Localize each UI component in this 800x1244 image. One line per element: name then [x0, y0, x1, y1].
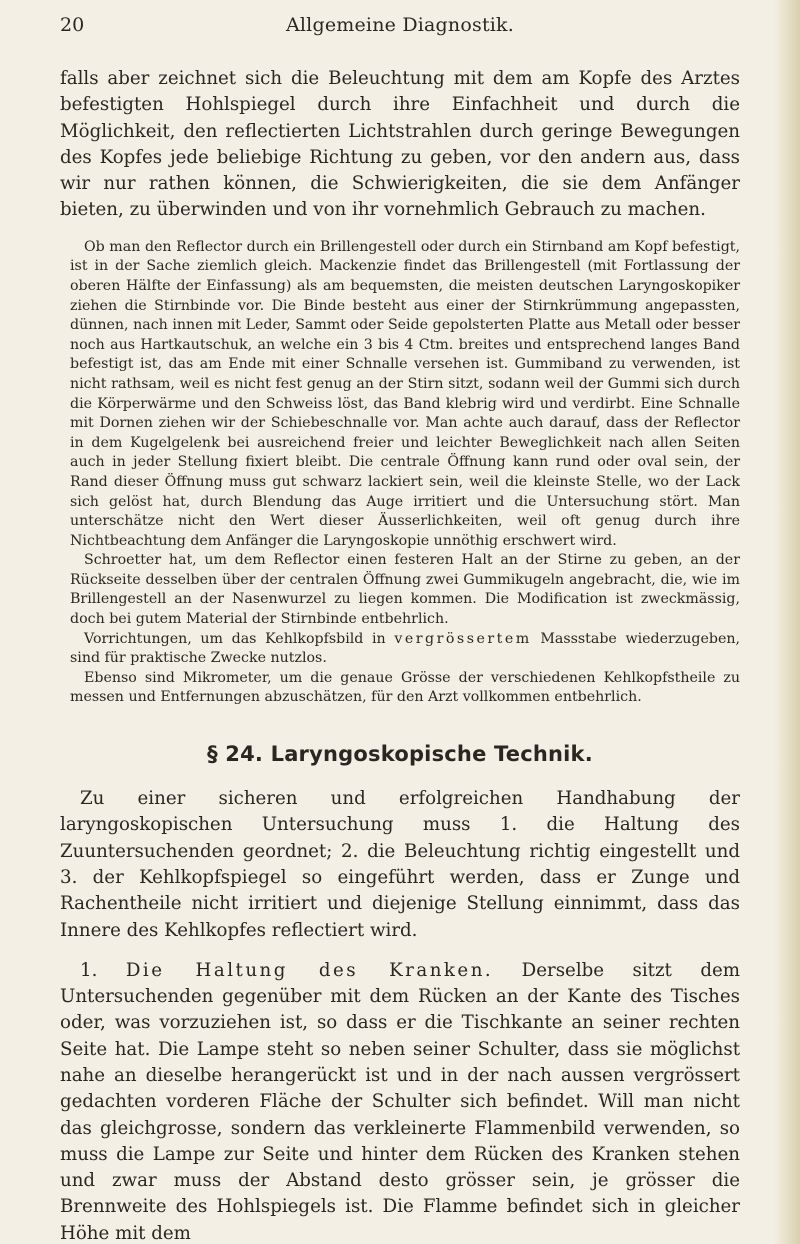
page-header — [60, 14, 740, 44]
point-one-heading: Die Haltung des Kranken. — [125, 959, 494, 981]
magnification-emphasis: vergrössertem — [394, 630, 532, 647]
point-one-text: Derselbe sitzt dem Untersuchenden gegenüber mit dem Rücken an der Kante des Tisches oder, was vorzuziehen ist, so dass er die Tischkante an seiner rechten Seite hat. Die Lampe steht so neben seiner Schulter, dass sie möglichst nahe an dieselbe herangerückt ist und in der nach aussen vergrössert gedachten vorderen Fläche der Schulter sich befindet. Will man nicht das gleichgrosse, sondern das verkleinerte Flammenbild verwenden, so muss die Lampe zur Seite und hinter dem Rücken des Kranken stehen und zwar muss der Abstand desto grösser sein, je grösser die Brennweite des Hohlspiegels ist. Die Flamme befindet sich in gleicher Höhe mit dem — [60, 959, 740, 1244]
page-edge-shadow — [774, 0, 800, 1244]
point-one-paragraph — [60, 958, 740, 1244]
small-paragraph-reflector: Ob man den Reflector durch ein Brillengestell oder durch ein Stirnband am Kopf befestigt, ist in der Sache ziemlich gleich. Mackenzie findet das Brillengestell (mit Fortlassung der oberen Hälfte der Einfassung) als am bequemsten, die meisten deutschen Laryngoskopiker ziehen die Stirnbinde vor. Die Binde besteht aus einer der Stirnkrümmung angepassten, dünnen, nach innen mit Leder, Sammt oder Seide gepolsterten Platte aus Metall oder besser noch aus Hartkautschuk, an welche ein 3 bis 4 Ctm. breites und entsprechend langes Band befestigt ist, das am Ende mit einer Schnalle versehen ist. Gummiband zu verwenden, ist nicht rathsam, weil es nicht fest genug an der Stirn sitzt, sodann weil der Gummi sich durch die Körperwärme und den Schweiss löst, das Band klebrig wird und verdirbt. Eine Schnalle mit Dornen ziehen wir der Schiebeschnalle vor. Man achte auch darauf, dass der Reflector in dem Kugelgelenk bei ausreichend freier und leichter Beweglichkeit nach allen Seiten auch in jeder Stellung fixiert bleibt. Die centrale Öffnung kann rund oder oval sein, der Rand dieser Öffnung muss gut schwarz lackiert sein, weil die kleinste Stelle, wo der Lack sich gelöst hat, durch Blendung das Auge irritiert und die Untersuchung stört. Man unterschätze nicht den Wert dieser Äusserlichkeiten, weil oft genug durch ihre Nichtbeachtung dem Anfänger die Laryngoskopie unnöthig erschwert wird. — [70, 238, 740, 549]
small-paragraph-micrometer: Ebenso sind Mikrometer, um die genaue Grösse der verschiedenen Kehlkopfstheile zu messen und Entfernungen abzuschätzen, für den Arzt vollkommen entbehrlich. — [70, 669, 740, 706]
small-print-block — [60, 238, 740, 708]
section-number: § 24. — [207, 742, 264, 767]
page-body — [60, 66, 740, 1244]
intro-paragraph: falls aber zeichnet sich die Beleuchtung mit dem am Kopfe des Arztes befestigten Hohlspiegel durch ihre Einfachheit und durch die Möglichkeit, den reflectierten Lichtstrahlen durch geringe Bewegungen des Kopfes jede beliebige Richtung zu geben, vor den andern aus, dass wir nur rathen können, die Schwierigkeiten, die sie dem Anfänger bieten, zu überwinden und von ihr vornehmlich Gebrauch zu machen. — [60, 68, 740, 221]
section-intro-paragraph: Zu einer sicheren und erfolgreichen Handhabung der laryngoskopischen Untersuchung muss 1. die Haltung des Zuuntersuchenden geordnet; 2. die Beleuchtung richtig eingestellt und 3. der Kehlkopfspiegel so eingeführt werden, dass er Zunge und Rachentheile nicht irritiert und diejenige Stellung einnimmt, dass das Innere des Kehlkopfes reflectiert wird. — [60, 788, 740, 941]
running-head: Allgemeine Diagnostik. — [285, 14, 515, 36]
magnification-text-end: Massstabe wiederzugeben, sind für praktische Zwecke nutzlos. — [70, 630, 740, 667]
small-paragraph-magnification — [70, 630, 740, 669]
section-heading — [60, 742, 740, 766]
section-title: Laryngoskopische Technik. — [270, 742, 593, 767]
point-one-number: 1. — [80, 959, 126, 981]
page-number: 20 — [60, 14, 85, 36]
magnification-text-start: Vorrichtungen, um das Kehlkopfsbild in — [84, 630, 395, 647]
small-paragraph-schroetter: Schroetter hat, um dem Reflector einen festeren Halt an der Stirne zu geben, an der Rückseite desselben über der centralen Öffnung zwei Gummikugeln angebracht, die, wie im Brillengestell an der Nasenwurzel zu liegen kommen. Die Modification ist zweckmässig, doch bei gutem Material der Stirnbinde entbehrlich. — [70, 552, 740, 628]
